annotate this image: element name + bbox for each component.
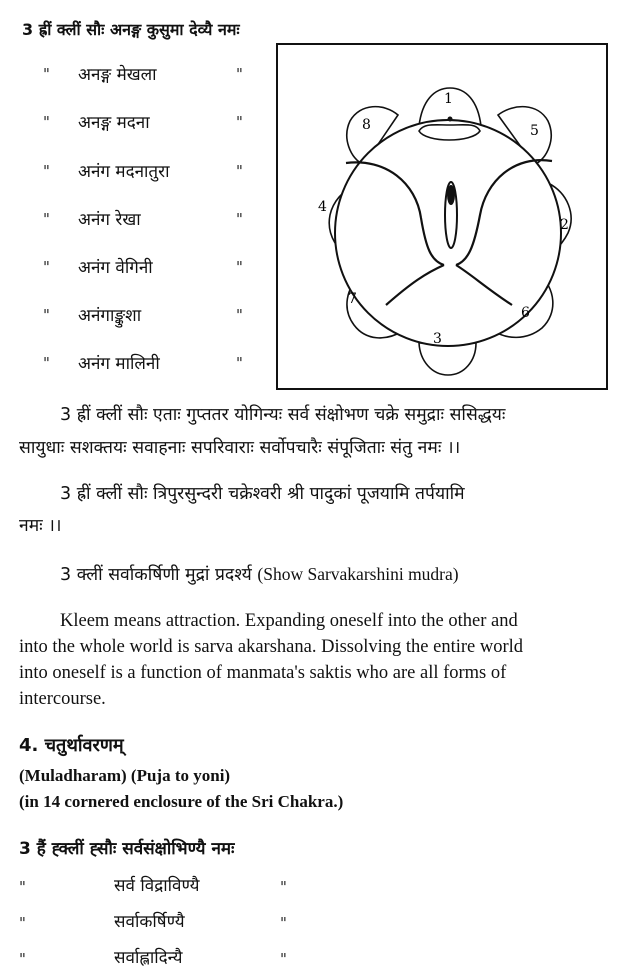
ditto-mark: " bbox=[19, 914, 26, 932]
ditto-mark: " bbox=[43, 306, 50, 324]
ditto-mark: " bbox=[19, 878, 26, 896]
verse-heading: 3 ह्रीं क्लीं सौः अनङ्ग कुसुमा देव्यै नमः bbox=[22, 20, 240, 39]
list-item: अनंग रेखा bbox=[78, 210, 141, 230]
petal-number: 8 bbox=[362, 117, 371, 133]
ditto-mark: " bbox=[236, 162, 243, 180]
petal-number: 5 bbox=[530, 123, 539, 139]
english-para-line: intercourse. bbox=[19, 689, 106, 709]
ditto-mark: " bbox=[236, 258, 243, 276]
list-item: सर्व विद्राविण्यै bbox=[114, 876, 200, 896]
ditto-mark: " bbox=[43, 65, 50, 83]
para1-line1: 3 ह्रीं क्लीं सौः एताः गुप्ततर योगिन्यः सर्व संक्षोभण चक्रे समुद्राः ससिद्धयः bbox=[60, 405, 506, 425]
ditto-mark: " bbox=[280, 950, 287, 968]
list-item: सर्वाकर्षिण्यै bbox=[114, 912, 185, 932]
petal-number: 4 bbox=[318, 199, 327, 215]
english-para-line: into the whole world is sarva akarshana. Dissolving the entire world bbox=[19, 637, 524, 657]
petal-number: 3 bbox=[433, 331, 442, 347]
ditto-mark: " bbox=[43, 258, 50, 276]
ditto-mark: " bbox=[43, 162, 50, 180]
ditto-mark: " bbox=[236, 113, 243, 131]
ditto-mark: " bbox=[19, 950, 26, 968]
section-title: 4. चतुर्थावरणम् bbox=[19, 735, 124, 756]
para2-line1: 3 ह्रीं क्लीं सौः त्रिपुरसुन्दरी चक्रेश्वरी श्री पादुकां पूजयामि तर्पयामि bbox=[60, 484, 465, 504]
ditto-mark: " bbox=[280, 914, 287, 932]
ditto-mark: " bbox=[43, 113, 50, 131]
ditto-mark: " bbox=[236, 354, 243, 372]
ditto-mark: " bbox=[43, 210, 50, 228]
lotus-diagram-figure bbox=[276, 43, 608, 390]
mudra-english: (Show Sarvakarshini mudra) bbox=[257, 564, 459, 584]
ditto-mark: " bbox=[236, 210, 243, 228]
ditto-mark: " bbox=[236, 65, 243, 83]
list-item: अनंग वेगिनी bbox=[78, 258, 153, 278]
ditto-mark: " bbox=[43, 354, 50, 372]
list-item: अनङ्ग मेखला bbox=[78, 65, 157, 85]
section-heading: 3 हैं ह्क्लीं ह्सौः सर्वसंक्षोभिण्यै नमः bbox=[19, 839, 235, 859]
ditto-mark: " bbox=[236, 306, 243, 324]
list-item: अनंग मदनातुरा bbox=[78, 162, 170, 182]
petal-number: 1 bbox=[444, 91, 453, 107]
english-para-line: Kleem means attraction. Expanding oneself into the other and bbox=[60, 611, 518, 631]
english-para-line: into oneself is a function of manmata's saktis who are all forms of bbox=[19, 663, 507, 683]
petal-number: 7 bbox=[348, 291, 357, 307]
para2-line2: नमः ।। bbox=[19, 516, 62, 536]
list-item: अनंगाङ्कुशा bbox=[78, 306, 142, 326]
list-item: सर्वाह्लादिन्यै bbox=[114, 948, 183, 968]
lotus-diagram bbox=[276, 43, 608, 390]
section-subtitle-2: (in 14 cornered enclosure of the Sri Chakra.) bbox=[19, 792, 344, 811]
section-subtitle-1: (Muladharam) (Puja to yoni) bbox=[19, 766, 231, 785]
list-item: अनङ्ग मदना bbox=[78, 113, 150, 133]
para1-line2: सायुधाः सशक्तयः सवाहनाः सपरिवाराः सर्वोपचारैः संपूजिताः संतु नमः ।। bbox=[19, 438, 461, 458]
mudra-line bbox=[60, 558, 459, 591]
mudra-devanagari: 3 क्लीं सर्वाकर्षिणी मुद्रां प्रदर्श्य bbox=[60, 565, 252, 585]
list-item: अनंग मालिनी bbox=[78, 354, 160, 374]
ditto-mark: " bbox=[280, 878, 287, 896]
petal-number: 6 bbox=[521, 305, 530, 321]
petal-number: 2 bbox=[560, 217, 569, 233]
